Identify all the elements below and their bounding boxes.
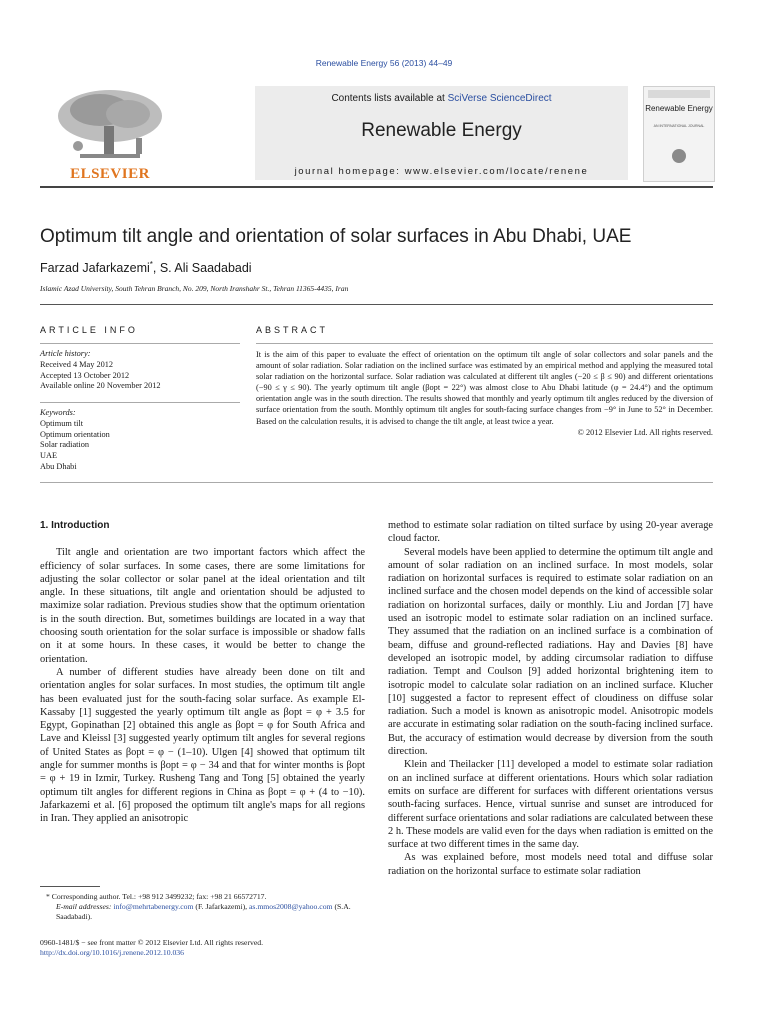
keyword: Optimum tilt xyxy=(40,418,84,428)
right-column xyxy=(388,519,713,878)
email-link-2[interactable]: as.mmos2008@yahoo.com xyxy=(249,902,333,911)
abstract-body xyxy=(256,349,713,438)
email-link-1[interactable]: info@mehrtabenergy.com xyxy=(113,902,194,911)
abstract-bottom-rule xyxy=(40,482,713,483)
info-rule-2 xyxy=(40,402,240,403)
article-title: Optimum tilt angle and orientation of solar surfaces in Abu Dhabi, UAE xyxy=(40,226,632,247)
email-label: E-mail addresses: xyxy=(56,902,114,911)
history-online: Available online 20 November 2012 xyxy=(40,381,161,391)
author-separator: , xyxy=(152,261,160,276)
author-1[interactable]: Farzad Jafarkazemi xyxy=(40,261,150,276)
keyword: Solar radiation xyxy=(40,440,90,450)
intro-paragraph-5: Klein and Theilacker [11] developed a model to estimate solar radiation on an inclined surface at different orientations. Hours which solar radiation emits on surface are different for surfaces with different orientations versus south-facing surfaces. Hence, virtual sunrise and sunset are introduced for different surface orientations and solar radiations are calculated between these 2 h. These models are valid even for the days when radiation is emitted on the surface at two different times in the same day. xyxy=(388,759,713,851)
intro-paragraph-1: Tilt angle and orientation are two important factors which affect the efficiency of solar surfaces. In some cases, there are some limitations for adjusting the solar collector or solar panel at the ideal orientation and tilt angle. In these situations, tilt angle and orientation should be adjusted to maximize solar radiation. Previous studies show that the optimum orientation is in the south direction. But, sometimes buildings are located in a way that choosing south orientation for the solar surface is impossible or shadow falls on it at some hours. In these cases, it would be better to change the orientation. xyxy=(40,547,365,665)
intro-paragraph-4: Several models have been applied to determine the optimum tilt angle and amount of solar radiation on an inclined surface. In most models, solar radiation on horizontal surfaces is required to estimate solar radiation on an inclined surface and the chosen model depends on the kind of accessible solar radiation on horizontal surfaces, daily or monthly. Liu and Jordan [7] have used an isotropic model to estimate solar radiation on an inclined surface. They assumed that the radiation on an inclined surface is a combination of beam, diffuse and ground-reflected radiations. Hay and Davies [8] have developed an isotropic model, by adding circumsolar radiation to diffuse radiation. Tempt and Coulson [9] added horizontal brightening item to isotropic model to calculate solar radiation on an inclined surface. Klucher [10] suggested a factor to represent effect of cloudiness on diffuse solar radiation. Such a model is known as anisotropic model. Anisotropic models are accurate in estimating solar radiation on the south-facing inclined surface. But, the accuracy of estimation would decrease by diversion from the south direction. xyxy=(388,546,713,758)
footnote xyxy=(40,892,365,922)
footnote-rule xyxy=(40,886,100,887)
doi-link[interactable]: http://dx.doi.org/10.1016/j.renene.2012.10.036 xyxy=(40,948,184,957)
issn-line: 0960-1481/$ − see front matter © 2012 Elsevier Ltd. All rights reserved. xyxy=(40,938,264,947)
journal-cover-image xyxy=(643,86,715,182)
cover-band xyxy=(648,90,710,98)
history-accepted: Accepted 13 October 2012 xyxy=(40,370,130,380)
keyword: Optimum orientation xyxy=(40,429,110,439)
history-received: Received 4 May 2012 xyxy=(40,359,114,369)
keyword: Abu Dhabi xyxy=(40,461,77,471)
journal-citation[interactable]: Renewable Energy 56 (2013) 44–49 xyxy=(315,58,453,68)
cover-subtitle: AN INTERNATIONAL JOURNAL xyxy=(653,124,705,128)
authors xyxy=(40,260,252,275)
contents-prefix: Contents lists available at xyxy=(331,93,448,104)
elsevier-wordmark: ELSEVIER xyxy=(70,166,150,182)
sciencedirect-link[interactable]: SciVerse ScienceDirect xyxy=(447,93,552,104)
journal-title: Renewable Energy xyxy=(361,120,522,141)
keyword: UAE xyxy=(40,451,58,461)
corresponding-note: * Corresponding author. Tel.: +98 912 3499232; fax: +98 21 66572717. xyxy=(46,892,267,901)
keywords-label: Keywords: xyxy=(40,408,76,417)
email-note xyxy=(40,902,365,922)
history-label: Article history: xyxy=(40,349,91,358)
email-owner-1: (F. Jafarkazemi), xyxy=(193,902,249,911)
abstract-text: It is the aim of this paper to evaluate the effect of orientation on the optimum tilt angle of solar collectors and solar panels and the amount of solar radiation. Solar radiation on the inclined surface was estimated by an empirical method and applying the measured total solar radiation on the horizontal surface. Solar radiation was calculated at different tilt angles (−20 ≤ β ≤ 90) and different orientations (−90 ≤ γ ≤ 90). The yearly optimum tilt angle (βopt = 22°) was almost close to Abu Dhabi latitude (φ = 24.4°) and the optimum orientation angle was in the south direction. The results showed that monthly and yearly optimum tilt angles reduced by the diversion of surface orientation from the south. Monthly optimum tilt angles for south-facing surface changes from −9° in June to 52° in December. Based on the calculation results, it is advised to change the tilt angle, at least twice a year. xyxy=(256,350,713,426)
corresponding-mark[interactable]: * xyxy=(149,260,153,269)
abstract-rule xyxy=(256,343,713,344)
keywords xyxy=(40,408,240,473)
cover-emblem-icon xyxy=(672,149,686,163)
abstract-copyright: © 2012 Elsevier Ltd. All rights reserved. xyxy=(577,427,713,437)
email-owner-2: (S.A. Saadabadi). xyxy=(56,902,351,921)
contents-line xyxy=(255,93,628,104)
header-rule xyxy=(40,186,713,188)
author-2[interactable]: S. Ali Saadabadi xyxy=(159,261,252,276)
intro-paragraph-3: method to estimate solar radiation on tilted surface by using 20-year average cloud factor. xyxy=(388,520,713,545)
section-heading-introduction: 1. Introduction xyxy=(40,520,110,531)
front-matter-note xyxy=(40,938,440,958)
intro-paragraph-2: A number of different studies have already been done on tilt and orientation angles for solar surfaces. In most studies, the optimum tilt angle has been evaluated just for the south-facing solar surface. As example El-Kassaby [1] suggested the yearly optimum tilt angle as βopt = φ + 3.5 for Egypt, Gopinathan [2] obtained this angle as βopt = φ for South Africa and Lave and Kleissl [3] suggested yearly optimum tilt angles for several regions of United States as βopt = φ − (1–10). Ulgen [4] showed that optimum tilt angle for summer months is βopt = φ − 34 and that for winter months is βopt = φ + 19 in Izmir, Turkey. Rusheng Tang and Tong [5] obtained the yearly optimum tilt angles for different regions in China as βopt = φ + (4 to −10). Jafarkazemi et al. [6] proposed the optimum tilt angle's maps for all regions in Iran. They applied an anisotropic xyxy=(40,666,365,825)
info-rule xyxy=(40,343,240,344)
left-column xyxy=(40,519,365,826)
title-rule xyxy=(40,304,713,305)
article-history xyxy=(40,349,240,392)
article-info-heading: ARTICLE INFO xyxy=(40,325,138,335)
journal-homepage[interactable]: journal homepage: www.elsevier.com/locate/renene xyxy=(294,166,589,177)
cover-title: Renewable Energy xyxy=(645,104,713,113)
intro-paragraph-6: As was explained before, most models need total and diffuse solar radiation on the horizontal surface to estimate solar radiation xyxy=(388,852,713,877)
abstract-heading: ABSTRACT xyxy=(256,325,329,335)
elsevier-tree-logo xyxy=(40,86,180,166)
affiliation: Islamic Azad University, South Tehran Branch, No. 209, North Iranshahr St., Tehran 11365-4435, Iran xyxy=(40,284,349,293)
